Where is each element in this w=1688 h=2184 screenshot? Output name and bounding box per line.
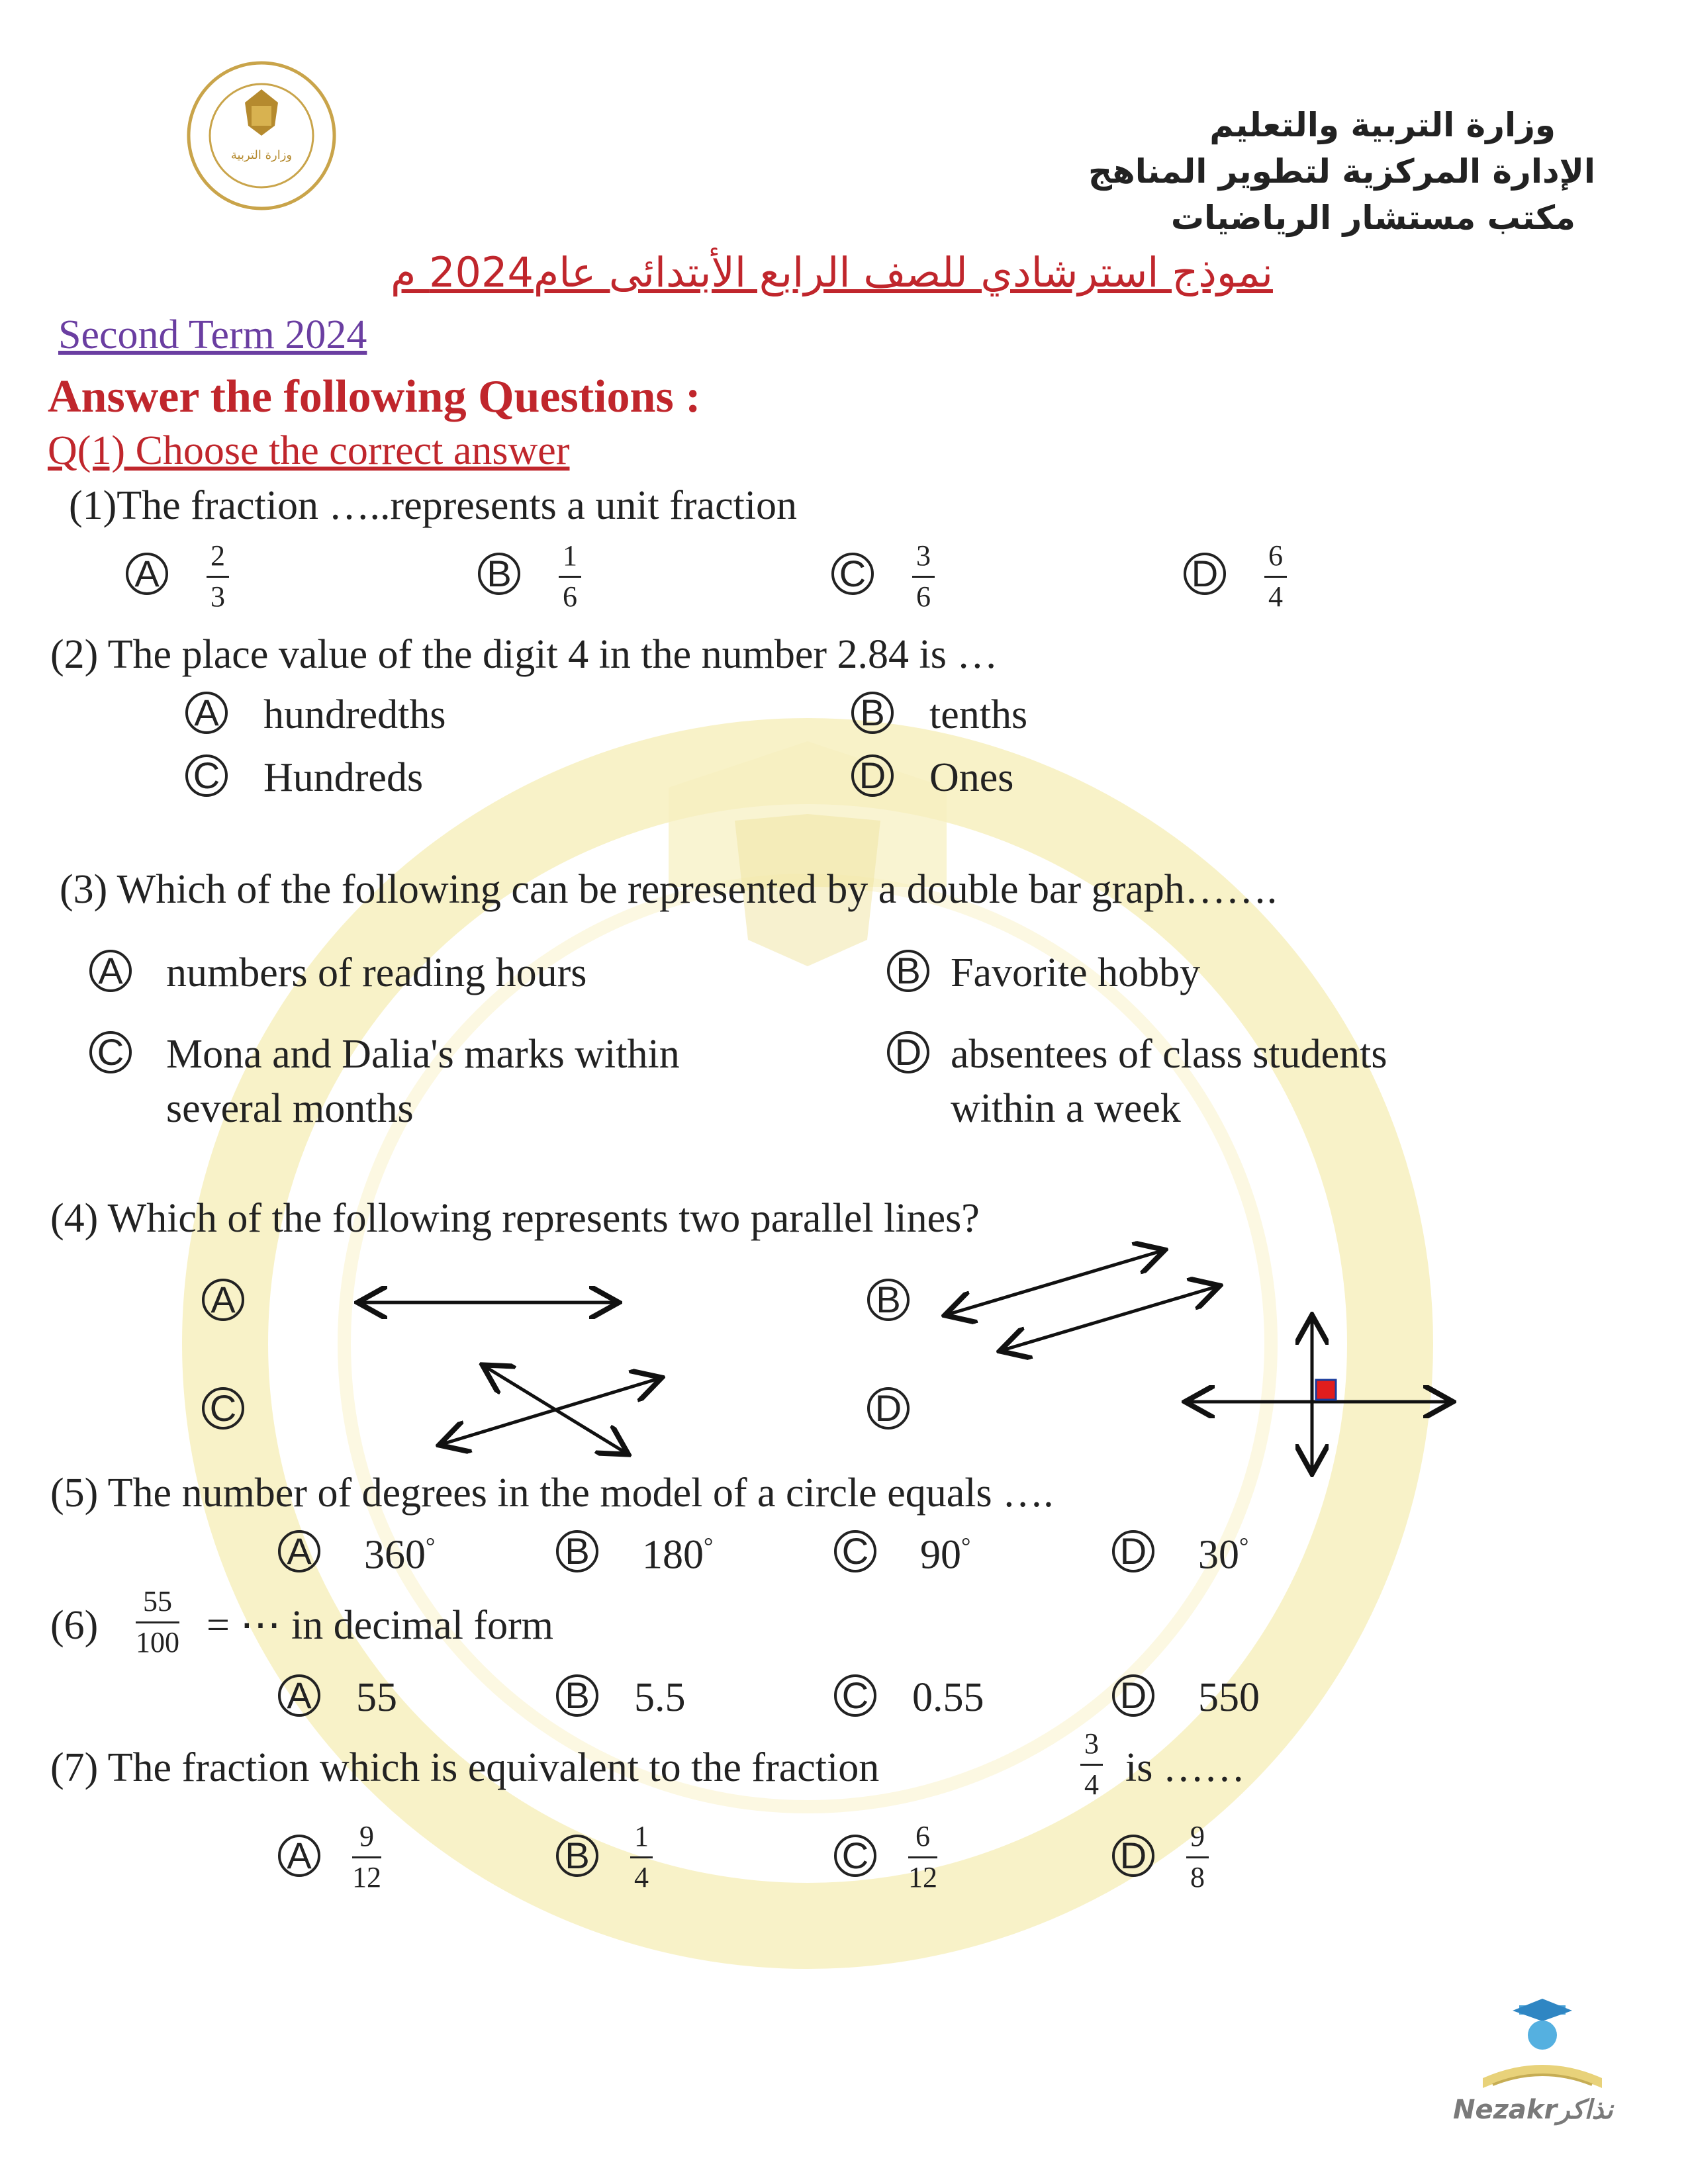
question-4-text: (4) Which of the following represents two parallel lines? [50, 1196, 980, 1241]
section-heading: Q(1) Choose the correct answer [48, 428, 570, 473]
diagram-C-line2 [442, 1379, 659, 1444]
question-6-fraction: 55 100 [136, 1585, 179, 1659]
ministry-line1: وزارة التربية والتعليم [1209, 106, 1556, 144]
question-7-fraction: 3 4 [1080, 1727, 1103, 1801]
diagram-B-line1 [948, 1251, 1162, 1314]
question-5-text: (5) The number of degrees in the model of a circle equals …. [50, 1471, 1054, 1516]
diagram-D-right-angle [1316, 1380, 1336, 1400]
exam-title: نموذج استرشادي للصف الرابع الأبتدائى عام2024 م [391, 248, 1273, 296]
diagram-B-line2 [1003, 1287, 1217, 1350]
question-6-prefix: (6) [50, 1603, 99, 1648]
ministry-line2: الإدارة المركزية لتطوير المناهج [1088, 152, 1595, 191]
instruction-heading: Answer the following Questions : [48, 371, 701, 422]
option-4D-letter[interactable]: D [867, 1387, 910, 1430]
term-label: Second Term 2024 [58, 312, 367, 357]
nezakr-brand: Nezakrنذاكر [1453, 2095, 1613, 2125]
option-4B-letter[interactable]: B [867, 1279, 910, 1321]
question-7-text: (7) The fraction which is equivalent to the fraction [50, 1745, 880, 1790]
question-2-text: (2) The place value of the digit 4 in the number 2.84 is … [50, 632, 998, 677]
question-3-text: (3) Which of the following can be represented by a double bar graph……. [60, 867, 1278, 912]
ministry-line3: مكتب مستشار الرياضيات [1170, 199, 1575, 237]
svg-text:وزارة التربية: وزارة التربية [230, 148, 293, 162]
question-1-text: (1)The fraction …..represents a unit fraction [69, 483, 798, 528]
option-4A-letter[interactable]: A [202, 1279, 244, 1321]
option-4C-letter[interactable]: C [202, 1387, 244, 1430]
question-7-suffix: is …… [1125, 1745, 1245, 1790]
question-6-text: = ⋯ in decimal form [207, 1603, 553, 1648]
